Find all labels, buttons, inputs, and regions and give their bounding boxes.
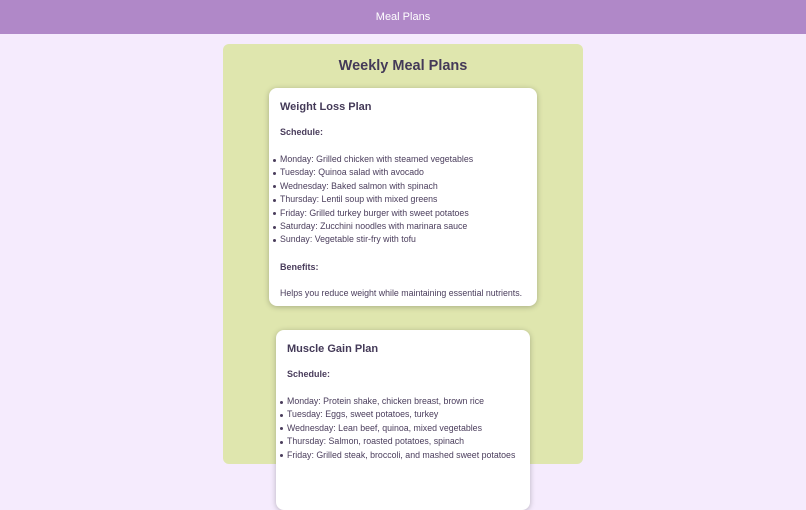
benefits-label: Benefits: (280, 261, 319, 272)
schedule-label: Schedule: (280, 127, 324, 137)
app-header (0, 0, 806, 34)
schedule-label: Schedule: (287, 369, 331, 379)
list-item: Tuesday: Eggs, sweet potatoes, turkey (287, 408, 519, 421)
list-item: Wednesday: Lean beef, quinoa, mixed vegetables (287, 422, 519, 435)
plan-title: Muscle Gain Plan (287, 343, 379, 355)
page-title: Weekly Meal Plans (338, 58, 468, 74)
list-item: Wednesday: Baked salmon with spinach (280, 180, 526, 193)
schedule-list (287, 395, 519, 462)
header-title: Meal Plans (375, 11, 431, 23)
list-item: Tuesday: Quinoa salad with avocado (280, 166, 526, 179)
list-item: Thursday: Lentil soup with mixed greens (280, 193, 526, 206)
plan-card-weight-loss (269, 88, 537, 306)
list-item: Thursday: Salmon, roasted potatoes, spinach (287, 435, 519, 448)
plan-title: Weight Loss Plan (280, 101, 372, 113)
list-item: Monday: Grilled chicken with steamed vegetables (280, 153, 526, 166)
plan-card-muscle-gain (276, 330, 530, 510)
list-item: Friday: Grilled steak, broccoli, and mashed sweet potatoes (287, 449, 519, 462)
list-item: Friday: Grilled turkey burger with sweet potatoes (280, 207, 526, 220)
benefits-text: Helps you reduce weight while maintaining essential nutrients. (280, 287, 523, 298)
list-item: Monday: Protein shake, chicken breast, brown rice (287, 395, 519, 408)
meal-plans-panel (223, 44, 583, 464)
list-item: Saturday: Zucchini noodles with marinara sauce (280, 220, 526, 233)
schedule-list (280, 153, 526, 247)
list-item: Sunday: Vegetable stir-fry with tofu (280, 233, 526, 246)
